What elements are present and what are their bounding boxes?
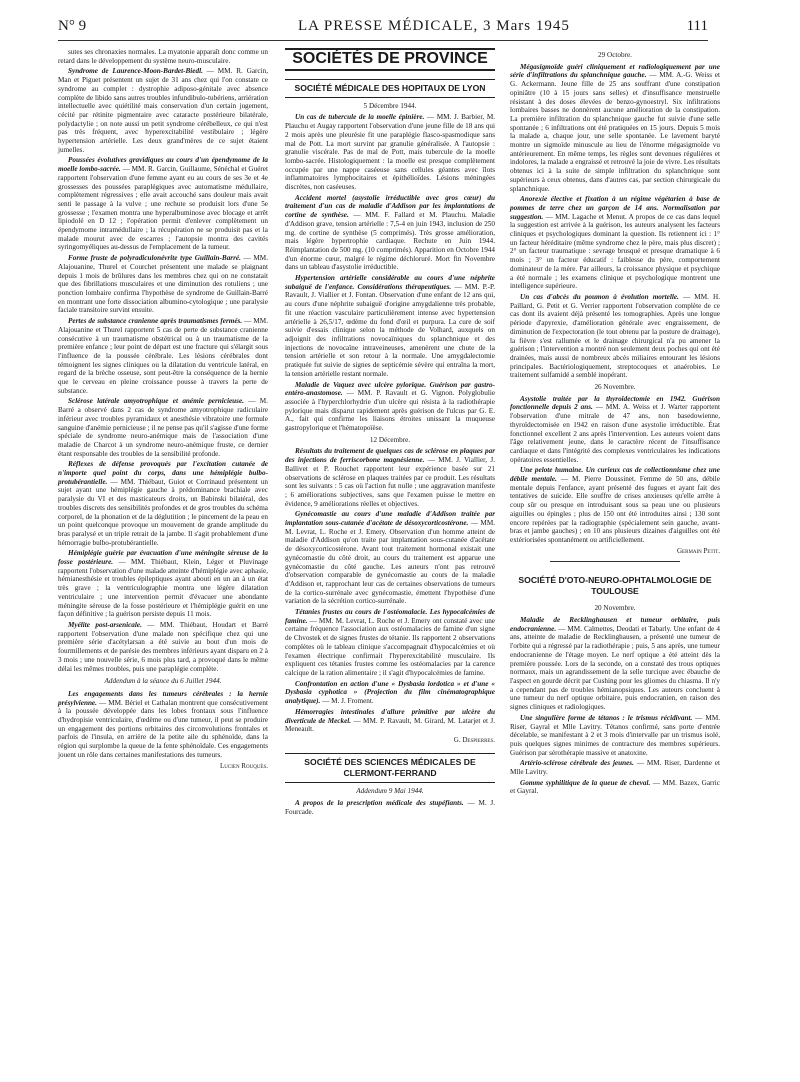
article-text: sutes ses chronaxies normales. La myatonie apparaît donc comme un retard dans le développement du système neuro-musculaire. — [58, 48, 268, 65]
article-paragraph — [58, 397, 268, 458]
article-text: — MM. Thiébaut, Houdart et Barré rapportent l'observation d'une malade non spécifique chez qui une première série d'acétylarsan a été suivie au bout d'un mois de fourmillements et de parésie des membres inférieurs ayant disparu en 2 à 3 mois ; une nouvelle série, 6 mois plus tard, a provoqué dans le même délai les mêmes troubles, puis une paraplégie complète. — [58, 621, 268, 673]
article-text: — MM. Thiébaut, Klein, Léger et Pluvinage rapportent l'observation d'une malade atteinte d'hémiplégie avec aphasie, hémianesthésie et troubles épileptiques ayant abouti en un an à un état très grave ; la ventriculographie montra une légère dilatation ventriculaire ; une intervention permit d'évacuer une abondante méningite séreuse de la fosse postérieure et l'hémiplégie guérit en une façon définitive ; la guérison persiste depuis 11 mois. — [58, 558, 269, 619]
article-paragraph — [285, 799, 495, 816]
article-title: Hypertension artérielle considérable au cours d'une néphrite subaiguë de l'enfance. Considérations thérapeutiques. — [285, 274, 495, 291]
page-header — [58, 18, 708, 40]
article-text: — MM. Calmettes, Deodati et Tabarly. Une enfant de 4 ans, atteinte de maladie de Recklinghausen, a présenté une tumeur de l'orbite qui a régressé par la radiothérapie ; puis, 5 ans après, une tumeur endocranienne de l'étage moyen. Le nerf optique a été atteint dès la première poussée. Lors de la seconde, on a constaté des trous optiques normaux, mais un agrandissement de la selle turcique avec ébauche de l'aspect en gourde décrit par Cushing pour les gliomes du chiasma. Il n'y a cependant pas de troubles hémianopsiques. Les auteurs concluent à une tumeur du nerf optique orbitaire, puis endocranien, en raison des signes cliniques et radiologiques. — [510, 624, 720, 712]
article-text: — MM. R. Garcin, Guillaume, Sénéchal et Guéret rapportent l'observation d'une femme ayant eu au cours de ses 3e et 4e grossesses des poussées paraplégiques avec automatisme médullaire, complètement régressives ; elle avait accouché sans douleur mais avait senti le passage à la vulve ; une rechute se produisit lors d'une 5e grossesse ; l'examen montra une hyperalbuminose avec blocage et arrêt lipiodolé en D 12 ; l'opération permit d'enlever complètement un épendymome intramédullaire ; la récupération ne se produisit pas et la malade mourut avec de escarres ; l'autopsie montra des cavités syringomyéliques au-dessus de l'emplacement de la tumeur. — [58, 165, 268, 252]
article-text: — MM. Alajouanine, Thurel et Courchet présentent une malade se plaignant depuis 1 mois de brûlures dans les membres chez qui on ne constatait que des fibrillations musculaires et une diminution des rotuliens ; une ponction lombaire confirma l'hypothèse de syndrome de Guillain-Barré en montrant une forte dissociation albumino-cytologique ; une paralysie faciale transitoire survint ensuite. — [58, 254, 268, 315]
article-text: — M. J. Fourcade. — [285, 799, 495, 817]
article-title: Accident mortel (asystolie irréductible avec gros cœur) du traitement d'un cas de maladie d'Addison par les implantations de cortine de synthèse. — [285, 193, 495, 220]
article-title: Artério-sclérose cérébrale des jeunes. — [520, 759, 634, 768]
session-date: 29 Octobre. — [598, 51, 632, 59]
author-signature: G. Despierres. — [453, 735, 495, 744]
article-paragraph — [285, 113, 495, 191]
article-title: Myélite post-arsenicale. — [68, 621, 142, 629]
article-title: Tétanies frustes au cours de l'ostéomalacie. Les hypocalcémies de famine. — [285, 608, 495, 625]
article-title: Asystolie traitée par la thyroïdectomie en 1942. Guérison fonctionnelle depuis 2 ans. — [510, 394, 720, 412]
article-text: — MM. Bériel et Cathalan montrent que consécutivement à la poussée développée dans les lobes frontaux sous l'influence d'hydropisie ventriculaire, d'œdème ou d'une tumeur, il peut se produire un engagement des portions orbitaires des circonvolutions frontales et parfois de l'insula, en arrière de la petite aile du sphénoïde, dans la région qui surplombe la queue de la fente sphénoïdale. Ces engagements jouent un rôle dans certaines manifestations des tumeurs. — [58, 698, 268, 759]
issue-number: N° 9 — [58, 18, 87, 34]
article-title: Pertes de substance cranienne après traumatismes fermés. — [68, 317, 243, 326]
session-date: 20 Novembre. — [594, 604, 636, 613]
article-paragraph — [285, 708, 495, 734]
article-title: Gomme syphilitique de la queue de cheval. — [520, 778, 651, 787]
article-paragraph — [510, 395, 720, 465]
article-text: — MM. J. Barbier, M. Plauchu et Augay rapportent l'observation d'une jeune fille de 18 ans qui 2 mois après une pleurésie fit une paraplégie flasco-spasmodique sans mal de Pott. La mort survint par granulie généralisée. A l'autopsie : granulie viscérale. Pas de mal de Pott, mais tubercule de la moelle lombo-sacrée. Histologiquement : la moelle est presque complètement occupée par une nappe caséeuse sans cellules géantes avec îlots inflammatoires lymphocitaires et épithélioïdes. Lésions méningées discrètes, non caséeuses. — [285, 113, 496, 192]
article-title: Résultats du traitement de quelques cas de sclérose en plaques par des injections de ferriscorbone magnésienne. — [285, 447, 495, 465]
article-text: — MM. M. Levrat, L. Roche et J. Emery ont constaté avec une certaine fréquence l'association aux ostéomalacies de famine d'un signe de Chvostek et de signes frustes de tétanie. Ils rapportent 2 observations complètes où le tableau clinique s'accompagnait d'hypocalcémies et où l'examen électrique confirmait l'hyperexcitabilité musculaire. Ils expliquent ces tétanies frustes comme les ostéomalacies par la carence calcique de la ration alimentaire ; il s'agit d'hypocalcémies de famine. — [285, 616, 495, 677]
article-title: Une pelote humaine. Un curieux cas de collectionnisme chez une débile mentale. — [510, 466, 720, 484]
journal-title: LA PRESSE MÉDICALE, 3 Mars 1945 — [298, 18, 570, 34]
article-paragraph — [285, 608, 495, 678]
article-text: — MM. F. Fallard et M. Plauchu. Maladie d'Addison grave, tension artérielle : 7,5-4 en juin 1943, inclusion de 250 mg. de cortine de synthèse (5 comprimés). Très grosse amélioration, mais légère hypertrophie cardiaque. Rechute en Juin 1944. Réimplantation de 500 mg. (10 comprimés). Apparition en Octobre 1944 d'un énorme cœur, malgré le régime déchloruré. Mort fin Novembre dans un tableau d'asystolie irréductible. — [285, 211, 496, 272]
article-text: — MM. Riser, Gayral et Mlle Lavitry. Tétanos confirmé, sans porte d'entrée décelable, se manifestant à 2 et 3 mois d'intervalle par un trismus isolé, puis quelques signes minimes de contracture des membres supérieurs. Guérison par sérothérapie massive et anatoxine. — [510, 713, 721, 757]
society-heading: SOCIÉTÉ DES SCIENCES MÉDICALES DE CLERMONT-FERRAND — [285, 753, 495, 783]
article-title: Poussées évolutives gravidiques au cours d'un épendymome de la moelle lombo-sacrée. — [58, 156, 268, 174]
article-text: — MM. P.-P. Ravault, J. Viallier et J. Fontan. Observation d'une enfant de 12 ans qui, au cours d'une néphrite subaiguë d'origine amygdalienne très probable, fit une réaction vasculaire particulièrement intense avec hypertension artérielle à 26,5/17, œdème du fond d'œil et purpura. La cure de soif suivie d'essais clinique selon la méthode de Volhard, auxquels on adjoignit des infiltrations novocaïniques du splanchnique et des injections de novocaïne intraveineuses, amenèrent une chute de la tension artérielle et son retour à la normale. Une amygdalectomie pratiquée fut suivie de signes de septicémie sévère qui entraîna la mort, la tension artérielle restant normale. — [285, 282, 495, 378]
addendum-line: Addendum à la séance du 6 Juillet 1944. — [104, 677, 222, 686]
article-title: Sclérose latérale amyotrophique et anémie pernicieuse. — [68, 397, 244, 406]
article-text: — MM. Thiébaut, Guiot et Corrinaud présentent un sujet ayant une hémiplégie gauche à prédominance brachiale avec paralysie du VI et des masticateurs droits, un Babinski bilatéral, des troubles discrets des sensibilités profondes et de gros troubles du schéma corporel, de la phonation et de la déglutition ; le pincement de la peau en un point quelconque provoque un mouvement de grande amplitude du bras paralysé et un triple retrait de la jambe. Il s'agit probablement d'une hémorragie bulbo-protubérantielle. — [58, 477, 269, 547]
session-date: 5 Décembre 1944. — [363, 101, 417, 110]
article-text: — MM. Lagache et Menut. A propos de ce cas dans lequel la suggestion est arrivée à la guérison, les auteurs analysent les facteurs cliniques et psychologiques dominant la question. Ils retiennent ici : 1° un facteur héréditaire (même syndrome chez le père, mais plus discret) ; 2° un facteur traumatique : sevrage brusqué et presque dramatique à 6 mois ; 3° un facteur éducatif : faiblesse du père, comportement dominateur de la mère. Par ailleurs, la croissance physique et psychique a été normale ; les examens clinique et psychologique montrent une intelligence supérieure. — [510, 212, 720, 291]
column-2 — [285, 48, 495, 819]
article-paragraph — [285, 194, 495, 272]
separator-rule — [550, 561, 680, 562]
article-paragraph — [510, 759, 720, 776]
article-paragraph — [58, 317, 268, 395]
column-3 — [510, 48, 720, 798]
article-title: Un cas de tubercule de la moelle épinière. — [295, 113, 425, 122]
article-paragraph — [285, 274, 495, 378]
article-text: — M. J. Froment. — [322, 697, 374, 706]
header-rule — [58, 40, 708, 41]
article-paragraph — [58, 156, 268, 252]
article-text: — MM. M. Levrat, L. Roche et J. Emery. Observation d'un homme atteint de maladie d'Addison qu'on traite par implantation sous-cutanée d'acétate de désoxycorticostérone. Avant tout traitement hormonal existait une gynécomastie du côté droit, au cours du traitement est apparue une gynécomastie du côté gauche. Les auteurs n'ont pas retrouvé d'observation comparable de gynécomastie au cours de la maladie d'Addison et, rapprochant leur cas de certaines observations de tumeurs de la cortico-surrénale avec gynécomastie, émettent l'hypothèse d'une variation de la sécrétion cortico-surrénale. — [285, 519, 496, 606]
article-paragraph — [58, 549, 268, 619]
article-text: — MM. A. Weiss et J. Warter rapportent l'observation d'une mitrale de 47 ans, non basedowienne, thyroïdectomisée en 1942 en raison d'une asystolie irréductible. État fonctionnel excellent 2 ans après l'intervention. Les auteurs voient dans l'âge relativement jeune, dans le caractère récent de l'insuffisance cardiaque et dans l'intégrité des complexes ventriculaires les indications opératoires essentielles. — [510, 403, 720, 464]
article-paragraph — [285, 510, 495, 606]
article-paragraph — [58, 67, 268, 154]
society-heading: SOCIÉTÉ D'OTO-NEURO-OPHTALMOLOGIE DE TOULOUSE — [518, 575, 712, 597]
article-paragraph — [285, 447, 495, 508]
article-text: — MM. J. Viallier, J. Ballivet et P. Rouchet rapportent leur expérience basée sur 21 observations de sclérose en plaques traitées par ce produit. Les résultats sont les suivants : 5 cas où l'action fut nulle ; une aggravation manifeste ; 6 améliorations subjectives, sans que l'examen puisse le mettre en évidence, 9 améliorations réelles et objectives. — [285, 456, 496, 508]
article-paragraph — [58, 621, 268, 673]
article-title: Confrontation en action d'une « Dysbasia lordotica » et d'une « Dysbasia cyphotica » (Projection du film cinématographique analytique). — [285, 679, 495, 706]
article-title: Réflexes de défense provoqués par l'excitation cutanée de n'importe quel point du corps, dans une hémiplégie bulbo-protubérantielle. — [58, 460, 268, 486]
article-text: — MM. P. Ravault, M. Girard, M. Latarjet et J. Meneault. — [285, 716, 495, 734]
column-1 — [58, 48, 268, 773]
article-paragraph — [58, 460, 268, 547]
article-text: — MM. H. Paillard, G. Petit et G. Verrier rapportent l'observation complète de ce cas dont ils avaient déjà présenté les tomographies. Après une longue période d'apyrexie, d'amélioration générale avec engraissement, de diminution de l'expectoration (le tout obtenu par la posture de drainage), la fièvre s'est rallumée et le drainage chirurgical n'a pu amener la guérison ; l'intervention a montré non seulement deux poches qui ont été drainées, mais aussi de nombreux abcès miliaires entourant les lésions principales. Bactériologiquement, streptocoques et anaérobies. Le traitement sulfamidé a semblé inopérant. — [510, 292, 720, 380]
article-paragraph — [285, 680, 495, 706]
article-title: Hémorragies intestinales d'allure primitive par ulcère du diverticule de Meckel. — [285, 707, 495, 725]
article-title: Les engagements dans les tumeurs cérébrales : la hernie présylvienne. — [58, 689, 268, 707]
addendum-line: Addendum 9 Mai 1944. — [356, 786, 424, 795]
article-title: A propos de la prescription médicale des stupéfiants. — [295, 799, 464, 808]
article-paragraph — [58, 690, 268, 760]
article-paragraph — [510, 63, 720, 194]
article-title: Une singulière forme de tétanos : le trismus récidivant. — [520, 713, 693, 722]
session-date: 26 Novembre. — [594, 383, 636, 392]
section-heading: SOCIÉTÉS DE PROVINCE — [285, 48, 495, 71]
article-text: — MM. A.-G. Weiss et G. Ackermann. Jeune fille de 25 ans souffrant d'une constipation opiniâtre (10 à 15 jours sans selles) et d'insuffisance menstruelle résistant à des doses élevées de benzo-gynoestryl. Six infiltrations lombaires basses ne donnèrent aucune amélioration de la constipation. La première infiltration du splanchnique gauche fut suivie d'une selle spontanée ; 6 infiltrations ont été pratiquées en 15 jours. Depuis 5 mois la malade a, chaque jour, une selle spontanée. Le lavement baryté montre un sigmoïde minuscule au lieu de l'énorme mégasigmoïde vu antérieurement. En même temps, les règles sont devenues régulières et indolores, la malade a engraissé et retrouvé la joie de vivre. Les résultats obtenus ici à la suite de simple infiltration du splanchnique sont supérieurs à ceux obtenus, dans d'autres cas, par section chirurgicale du splanchnique. — [510, 71, 720, 193]
article-text: — MM. Riser, Dardenne et Mlle Lavitry. — [510, 759, 720, 777]
article-title: Un cas d'abcès du poumon à évolution mortelle. — [520, 292, 679, 301]
society-heading: SOCIÉTÉ MÉDICALE DES HOPITAUX DE LYON — [285, 79, 495, 98]
article-paragraph — [58, 48, 268, 65]
article-text: — MM. Alajouanine et Thurel rapportent 5 cas de perte de substance cranienne consécutive à un traumatisme obstétrical ou à un traumatisme de la première enfance ; leur point de départ est une fracture qui s'élargit sous l'influence de la poussée cérébrale. Les lésions cérébrales dont témoignent les signes cliniques ou la dilatation du ventricule latéral, en regard de la brèche osseuse, sont peut-être la conséquence de la hernie que le cerveau en pleine croissance pousse à travers la perte de substance. — [58, 317, 268, 395]
article-paragraph — [510, 195, 720, 291]
article-paragraph — [510, 616, 720, 712]
article-title: Forme fruste de polyradiculonévrite type Guillain-Barré. — [68, 254, 241, 263]
article-title: Maladie de Vaquez avec ulcère pylorique. Guérison par gastro-entéro-anastomose. — [285, 380, 495, 398]
article-title: Mégasigmoïde guéri cliniquement et radiologiquement par une série d'infiltrations du splanchnique gauche. — [510, 62, 720, 80]
article-paragraph — [510, 466, 720, 544]
article-title: Anorexie élective et fixation à un régime végétarien à base de pommes de terre chez un garçon de 14 ans. Normalisation par suggestion. — [510, 195, 720, 221]
article-text: — M. Pierre Doussinet. Femme de 50 ans, débile mentale depuis l'enfance, ayant présenté des fugues et ayant fait des tentatives de suicide. Elle souffre de crises anxieuses qu'elle arrête à coup sûr ou presque en introduisant sous sa peau une ou plusieurs aiguilles ou épingles ; plus de 150 ont été introduites ainsi ; 130 sont encore repérées par la radiographie (spécialement sein gauche, avant-bras et jambe gauches) ; en 10 ans plusieurs dizaines d'aiguilles ont été extériorisées spontanément ou artificiellement. — [510, 475, 720, 544]
article-title: Maladie de Recklinghausen et tumeur orbitaire, puis endocranienne. — [510, 616, 720, 633]
article-text: — M. Barré a observé dans 2 cas de syndrome amyotrophique radiculaire inférieur avec troubles pyramidaux et anesthésie vibratoire une formule sanguine d'anémie pernicieuse ; il ne pense pas qu'il s'agisse d'une forme spéciale de syndrome neuro-anémique mais de l'association d'une maladie de Charcot à un syndrome neuro-anémique fruste, ce dernier étant responsable des troubles de la sensibilité profonde. — [58, 397, 268, 458]
article-title: Gynécomastie au cours d'une maladie d'Addison traitée par implantation sous-cutanée d'acétate de désoxycorticostérone. — [285, 510, 495, 528]
article-text: — MM. R. Garcin, Man et Piguet présentent un sujet de 31 ans chez qui l'on constate ce syndrome au complet : dystrophie adiposo-génitale avec absence complète de libido sans autres troubles infundibulo-tubériens, arriération intellectuelle avec quiétilité mais conservation d'un certain jugement, cécité par rétinite pigmentaire avec cataracte postérieure bilatérale, polydactylie ; on note aussi un petit syndrome cérébelleux, ce qui n'est pas très fréquent, avec hyperexcitabilité vestibulaire ; légère hypertension artérielle. Les deux grand'mères de ce sujet étaient jumelles. — [58, 67, 268, 154]
author-signature: Lucien Rouquès. — [220, 761, 268, 770]
article-text: — MM. Bazex, Garric et Gayral. — [510, 778, 720, 796]
article-paragraph — [285, 381, 495, 433]
article-paragraph — [510, 779, 720, 796]
article-paragraph — [510, 714, 720, 758]
article-title: Syndrome de Laurence-Moon-Bardet-Biedl. — [68, 67, 203, 76]
author-signature: Germain Petit. — [677, 546, 720, 555]
page-number: 111 — [686, 18, 708, 34]
article-text: — MM. P. Ravault et G. Vignon. Polyglobulie associée à l'hyperchlorhydrie d'un ulcère qui résista à la radiothérapie pylorique mais disparut rapidement après guérison de l'ulcus par G. E. A., fait qui confirme les liaisons étroites unissant la muqueuse gastropylorique et l'hématopoïèse. — [285, 389, 496, 433]
article-paragraph — [510, 293, 720, 380]
article-paragraph — [58, 254, 268, 315]
session-date: 12 Décembre. — [369, 435, 411, 444]
article-title: Hémiplégie guérie par évacuation d'une méningite séreuse de la fosse postérieure. — [58, 549, 268, 567]
